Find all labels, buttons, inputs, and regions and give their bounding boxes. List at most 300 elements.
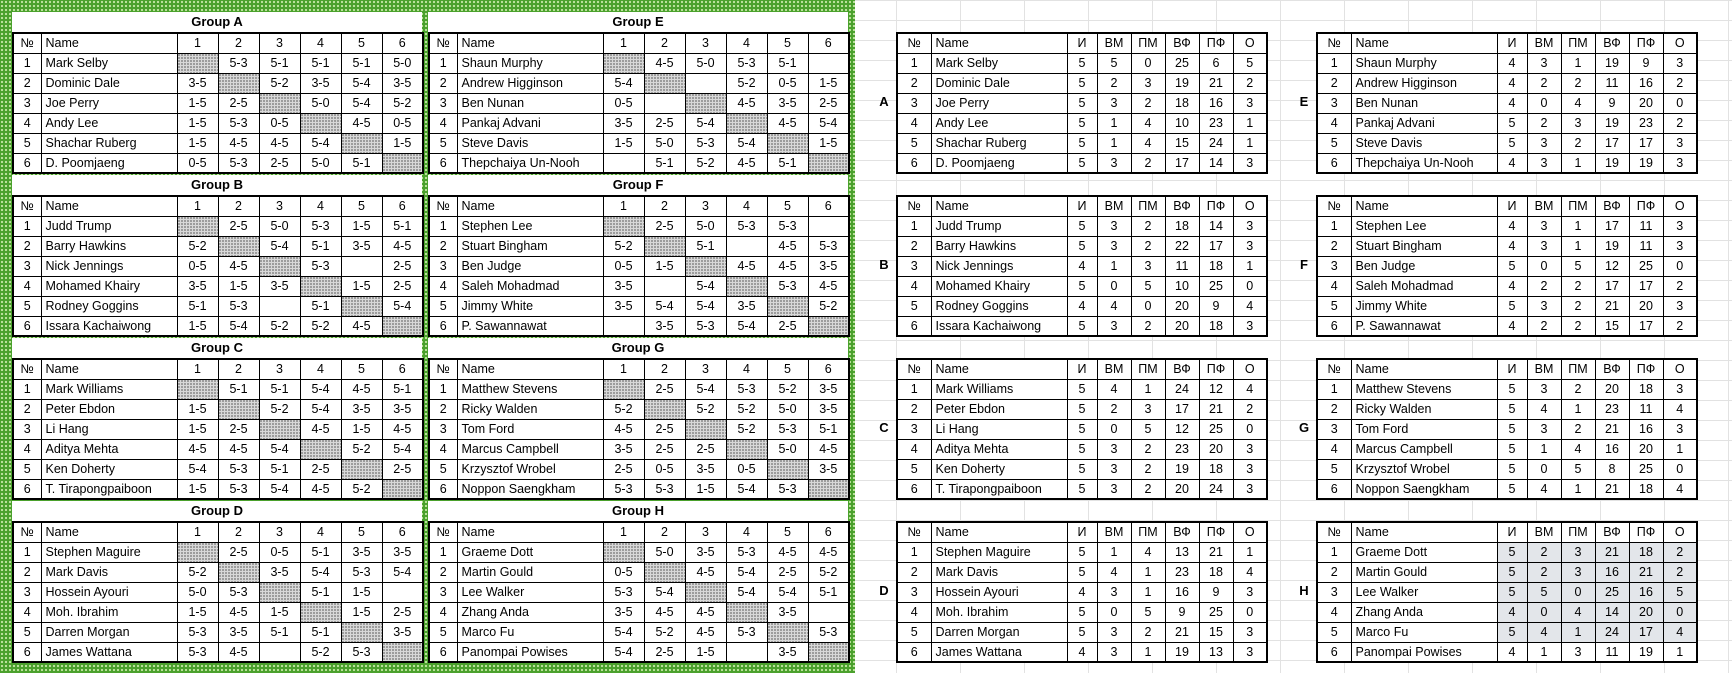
stat-cell[interactable]: 18	[1629, 542, 1663, 562]
player-name-cell[interactable]: Andrew Higginson	[1351, 73, 1497, 93]
seed-number-cell[interactable]: 6	[13, 642, 41, 662]
score-cell[interactable]: 5-2	[603, 399, 644, 419]
bye-cell[interactable]	[218, 399, 259, 419]
stat-cell[interactable]: 1	[1233, 542, 1267, 562]
bye-cell[interactable]	[603, 53, 644, 73]
bye-cell[interactable]	[726, 439, 767, 459]
seed-number-cell[interactable]: 2	[429, 73, 457, 93]
player-name-cell[interactable]: Pankaj Advani	[457, 113, 603, 133]
results-header-cell[interactable]: 5	[767, 359, 808, 379]
stat-cell[interactable]: 3	[1131, 73, 1165, 93]
stat-cell[interactable]: 5	[1067, 459, 1097, 479]
score-cell[interactable]: 4-5	[218, 133, 259, 153]
seed-number-cell[interactable]: 6	[429, 479, 457, 499]
stat-cell[interactable]: 5	[1097, 53, 1131, 73]
seed-number-cell[interactable]: 3	[13, 419, 41, 439]
stat-cell[interactable]: 2	[1131, 93, 1165, 113]
bye-cell[interactable]	[808, 479, 849, 499]
seed-number-cell[interactable]: 6	[897, 642, 931, 662]
seed-number-cell[interactable]: 2	[897, 73, 931, 93]
score-cell[interactable]: 4-5	[300, 419, 341, 439]
stat-cell[interactable]: 18	[1199, 562, 1233, 582]
score-cell[interactable]: 5-4	[685, 296, 726, 316]
stat-cell[interactable]: 2	[1527, 316, 1561, 336]
stat-cell[interactable]: 5	[1527, 582, 1561, 602]
stat-cell[interactable]: 2	[1527, 542, 1561, 562]
stat-cell[interactable]: 19	[1165, 459, 1199, 479]
bye-cell[interactable]	[218, 562, 259, 582]
player-name-cell[interactable]: Zhang Anda	[1351, 602, 1497, 622]
seed-number-cell[interactable]: 4	[429, 602, 457, 622]
seed-number-cell[interactable]: 1	[13, 379, 41, 399]
stat-cell[interactable]: 4	[1663, 622, 1697, 642]
score-cell[interactable]: 2-5	[218, 542, 259, 562]
standings-header-cell[interactable]: ВФ	[1165, 522, 1199, 542]
score-cell[interactable]: 5-4	[685, 276, 726, 296]
seed-number-cell[interactable]: 1	[1317, 542, 1351, 562]
stat-cell[interactable]: 3	[1527, 216, 1561, 236]
score-cell[interactable]: 2-5	[644, 439, 685, 459]
standings-header-cell[interactable]: Name	[1351, 359, 1497, 379]
score-cell[interactable]: 5-3	[644, 479, 685, 499]
score-cell[interactable]: 5-4	[259, 439, 300, 459]
results-header-cell[interactable]: 6	[808, 522, 849, 542]
score-cell[interactable]: 5-3	[177, 622, 218, 642]
bye-cell[interactable]	[726, 602, 767, 622]
score-cell[interactable]: 2-5	[767, 316, 808, 336]
bye-cell[interactable]	[382, 153, 423, 173]
stat-cell[interactable]: 5	[1067, 216, 1097, 236]
score-cell[interactable]	[808, 602, 849, 622]
standings-header-cell[interactable]: О	[1233, 522, 1267, 542]
score-cell[interactable]: 5-3	[767, 216, 808, 236]
seed-number-cell[interactable]: 3	[1317, 93, 1351, 113]
stat-cell[interactable]: 2	[1131, 236, 1165, 256]
stat-cell[interactable]: 4	[1663, 399, 1697, 419]
score-cell[interactable]: 4-5	[218, 439, 259, 459]
player-name-cell[interactable]: Issara Kachaiwong	[41, 316, 177, 336]
results-header-cell[interactable]: 2	[218, 522, 259, 542]
stat-cell[interactable]: 2	[1131, 316, 1165, 336]
stat-cell[interactable]: 17	[1629, 622, 1663, 642]
player-name-cell[interactable]: Stephen Lee	[1351, 216, 1497, 236]
stat-cell[interactable]: 3	[1097, 642, 1131, 662]
stat-cell[interactable]: 1	[1561, 216, 1595, 236]
stat-cell[interactable]: 5	[1131, 602, 1165, 622]
seed-number-cell[interactable]: 3	[1317, 582, 1351, 602]
bye-cell[interactable]	[767, 622, 808, 642]
standings-header-cell[interactable]: ВФ	[1595, 359, 1629, 379]
standings-header-cell[interactable]: ПФ	[1629, 359, 1663, 379]
score-cell[interactable]: 2-5	[218, 419, 259, 439]
score-cell[interactable]: 5-2	[177, 236, 218, 256]
stat-cell[interactable]: 4	[1131, 542, 1165, 562]
seed-number-cell[interactable]: 3	[429, 93, 457, 113]
score-cell[interactable]: 3-5	[300, 73, 341, 93]
score-cell[interactable]: 4-5	[767, 236, 808, 256]
stat-cell[interactable]: 3	[1527, 236, 1561, 256]
score-cell[interactable]: 1-5	[685, 479, 726, 499]
stat-cell[interactable]: 2	[1561, 73, 1595, 93]
seed-number-cell[interactable]: 3	[897, 256, 931, 276]
stat-cell[interactable]: 16	[1199, 93, 1233, 113]
standings-header-cell[interactable]: ВМ	[1527, 196, 1561, 216]
results-header-cell[interactable]: 3	[685, 33, 726, 53]
score-cell[interactable]: 2-5	[218, 93, 259, 113]
score-cell[interactable]: 5-1	[300, 53, 341, 73]
standings-header-cell[interactable]: ПФ	[1199, 359, 1233, 379]
player-name-cell[interactable]: Issara Kachaiwong	[931, 316, 1067, 336]
standings-header-cell[interactable]: Name	[931, 522, 1067, 542]
stat-cell[interactable]: 3	[1097, 459, 1131, 479]
stat-cell[interactable]: 25	[1199, 419, 1233, 439]
stat-cell[interactable]: 4	[1233, 562, 1267, 582]
bye-cell[interactable]	[177, 53, 218, 73]
score-cell[interactable]: 1-5	[341, 276, 382, 296]
score-cell[interactable]: 5-3	[218, 479, 259, 499]
score-cell[interactable]: 3-5	[808, 399, 849, 419]
stat-cell[interactable]: 21	[1629, 562, 1663, 582]
score-cell[interactable]: 4-5	[685, 622, 726, 642]
score-cell[interactable]: 5-1	[300, 582, 341, 602]
score-cell[interactable]: 4-5	[808, 276, 849, 296]
stat-cell[interactable]: 4	[1131, 113, 1165, 133]
stat-cell[interactable]: 4	[1497, 602, 1527, 622]
score-cell[interactable]: 5-4	[808, 113, 849, 133]
results-header-cell[interactable]: 5	[341, 522, 382, 542]
bye-cell[interactable]	[382, 316, 423, 336]
score-cell[interactable]: 5-4	[726, 133, 767, 153]
score-cell[interactable]: 5-2	[726, 399, 767, 419]
results-header-cell[interactable]: 2	[218, 359, 259, 379]
stat-cell[interactable]: 5	[1067, 419, 1097, 439]
bye-cell[interactable]	[341, 296, 382, 316]
player-name-cell[interactable]: P. Sawannawat	[457, 316, 603, 336]
player-name-cell[interactable]: Joe Perry	[931, 93, 1067, 113]
player-name-cell[interactable]: Dominic Dale	[41, 73, 177, 93]
results-header-cell[interactable]: 6	[382, 196, 423, 216]
seed-number-cell[interactable]: 3	[429, 582, 457, 602]
seed-number-cell[interactable]: 2	[1317, 399, 1351, 419]
stat-cell[interactable]: 5	[1497, 113, 1527, 133]
stat-cell[interactable]: 5	[1497, 459, 1527, 479]
standings-header-cell[interactable]: ВМ	[1527, 359, 1561, 379]
player-name-cell[interactable]: Judd Trump	[41, 216, 177, 236]
seed-number-cell[interactable]: 4	[429, 439, 457, 459]
score-cell[interactable]: 2-5	[685, 439, 726, 459]
bye-cell[interactable]	[767, 133, 808, 153]
player-name-cell[interactable]: Steve Davis	[457, 133, 603, 153]
score-cell[interactable]: 5-4	[726, 479, 767, 499]
score-cell[interactable]: 2-5	[644, 216, 685, 236]
player-name-cell[interactable]: P. Sawannawat	[1351, 316, 1497, 336]
results-header-cell[interactable]: 6	[808, 33, 849, 53]
player-name-cell[interactable]: Moh. Ibrahim	[41, 602, 177, 622]
stat-cell[interactable]: 4	[1097, 562, 1131, 582]
score-cell[interactable]: 5-1	[382, 379, 423, 399]
stat-cell[interactable]: 5	[1497, 133, 1527, 153]
score-cell[interactable]: 3-5	[603, 439, 644, 459]
stat-cell[interactable]: 13	[1165, 542, 1199, 562]
seed-number-cell[interactable]: 2	[897, 399, 931, 419]
seed-number-cell[interactable]: 6	[1317, 316, 1351, 336]
stat-cell[interactable]: 3	[1527, 153, 1561, 173]
score-cell[interactable]: 5-1	[808, 419, 849, 439]
stat-cell[interactable]: 0	[1097, 276, 1131, 296]
stat-cell[interactable]: 3	[1131, 256, 1165, 276]
stat-cell[interactable]: 4	[1527, 622, 1561, 642]
stat-cell[interactable]: 21	[1165, 622, 1199, 642]
score-cell[interactable]: 5-2	[644, 622, 685, 642]
stat-cell[interactable]: 3	[1097, 582, 1131, 602]
stat-cell[interactable]: 1	[1561, 236, 1595, 256]
stat-cell[interactable]: 17	[1595, 216, 1629, 236]
standings-header-cell[interactable]: ПМ	[1131, 196, 1165, 216]
stat-cell[interactable]: 3	[1663, 133, 1697, 153]
player-name-cell[interactable]: Thepchaiya Un-Nooh	[457, 153, 603, 173]
player-name-cell[interactable]: Shaun Murphy	[457, 53, 603, 73]
seed-number-cell[interactable]: 4	[897, 439, 931, 459]
standings-header-cell[interactable]: ВМ	[1527, 522, 1561, 542]
player-name-cell[interactable]: Panompai Powises	[457, 642, 603, 662]
score-cell[interactable]: 4-5	[218, 642, 259, 662]
seed-number-cell[interactable]: 2	[13, 562, 41, 582]
player-name-cell[interactable]: Ken Doherty	[931, 459, 1067, 479]
score-cell[interactable]: 5-0	[259, 216, 300, 236]
standings-header-cell[interactable]: ПФ	[1629, 522, 1663, 542]
score-cell[interactable]: 5-3	[808, 622, 849, 642]
stat-cell[interactable]: 2	[1527, 562, 1561, 582]
stat-cell[interactable]: 0	[1233, 602, 1267, 622]
score-cell[interactable]: 5-4	[300, 399, 341, 419]
score-cell[interactable]: 5-2	[259, 399, 300, 419]
player-name-cell[interactable]: Judd Trump	[931, 216, 1067, 236]
seed-number-cell[interactable]: 4	[1317, 439, 1351, 459]
results-header-cell[interactable]: 4	[726, 196, 767, 216]
score-cell[interactable]: 5-3	[218, 53, 259, 73]
seed-number-cell[interactable]: 4	[1317, 602, 1351, 622]
stat-cell[interactable]: 5	[1131, 419, 1165, 439]
score-cell[interactable]: 1-5	[177, 113, 218, 133]
seed-number-cell[interactable]: 6	[429, 642, 457, 662]
stat-cell[interactable]: 2	[1097, 73, 1131, 93]
standings-header-cell[interactable]: №	[897, 522, 931, 542]
player-name-cell[interactable]: Marcus Campbell	[457, 439, 603, 459]
bye-cell[interactable]	[603, 379, 644, 399]
seed-number-cell[interactable]: 5	[13, 459, 41, 479]
seed-number-cell[interactable]: 2	[13, 399, 41, 419]
player-name-cell[interactable]: Jimmy White	[457, 296, 603, 316]
score-cell[interactable]: 1-5	[218, 276, 259, 296]
score-cell[interactable]: 1-5	[177, 316, 218, 336]
score-cell[interactable]: 5-1	[259, 53, 300, 73]
bye-cell[interactable]	[808, 642, 849, 662]
stat-cell[interactable]: 9	[1595, 93, 1629, 113]
stat-cell[interactable]: 5	[1497, 379, 1527, 399]
score-cell[interactable]: 5-3	[603, 582, 644, 602]
player-name-cell[interactable]: James Wattana	[931, 642, 1067, 662]
standings-header-cell[interactable]: Name	[931, 359, 1067, 379]
player-name-cell[interactable]: Matthew Stevens	[1351, 379, 1497, 399]
stat-cell[interactable]: 5	[1067, 379, 1097, 399]
player-name-cell[interactable]: Darren Morgan	[931, 622, 1067, 642]
stat-cell[interactable]: 23	[1165, 439, 1199, 459]
results-header-cell[interactable]: №	[13, 359, 41, 379]
stat-cell[interactable]: 3	[1663, 216, 1697, 236]
player-name-cell[interactable]: Mark Davis	[41, 562, 177, 582]
stat-cell[interactable]: 4	[1067, 296, 1097, 316]
score-cell[interactable]: 0-5	[259, 113, 300, 133]
stat-cell[interactable]: 17	[1199, 236, 1233, 256]
player-name-cell[interactable]: Pankaj Advani	[1351, 113, 1497, 133]
bye-cell[interactable]	[218, 73, 259, 93]
score-cell[interactable]: 5-4	[726, 316, 767, 336]
stat-cell[interactable]: 25	[1199, 602, 1233, 622]
stat-cell[interactable]: 3	[1233, 236, 1267, 256]
stat-cell[interactable]: 11	[1595, 73, 1629, 93]
stat-cell[interactable]: 3	[1097, 216, 1131, 236]
standings-header-cell[interactable]: О	[1663, 196, 1697, 216]
stat-cell[interactable]: 2	[1131, 479, 1165, 499]
results-header-cell[interactable]: 4	[300, 522, 341, 542]
score-cell[interactable]: 5-4	[685, 113, 726, 133]
stat-cell[interactable]: 5	[1067, 479, 1097, 499]
stat-cell[interactable]: 2	[1527, 276, 1561, 296]
player-name-cell[interactable]: Aditya Mehta	[931, 439, 1067, 459]
score-cell[interactable]: 5-2	[259, 316, 300, 336]
stat-cell[interactable]: 12	[1199, 379, 1233, 399]
player-name-cell[interactable]: Stephen Maguire	[41, 542, 177, 562]
stat-cell[interactable]: 3	[1233, 582, 1267, 602]
stat-cell[interactable]: 17	[1165, 399, 1199, 419]
seed-number-cell[interactable]: 6	[13, 479, 41, 499]
stat-cell[interactable]: 16	[1629, 73, 1663, 93]
stat-cell[interactable]: 2	[1561, 419, 1595, 439]
stat-cell[interactable]: 5	[1067, 602, 1097, 622]
seed-number-cell[interactable]: 2	[1317, 236, 1351, 256]
standings-header-cell[interactable]: О	[1233, 33, 1267, 53]
stat-cell[interactable]: 18	[1165, 216, 1199, 236]
player-name-cell[interactable]: Aditya Mehta	[41, 439, 177, 459]
score-cell[interactable]: 5-3	[218, 459, 259, 479]
results-header-cell[interactable]: 5	[341, 359, 382, 379]
score-cell[interactable]: 5-2	[259, 73, 300, 93]
stat-cell[interactable]: 2	[1663, 73, 1697, 93]
score-cell[interactable]: 1-5	[177, 419, 218, 439]
score-cell[interactable]: 5-1	[300, 236, 341, 256]
bye-cell[interactable]	[808, 153, 849, 173]
score-cell[interactable]: 3-5	[382, 73, 423, 93]
stat-cell[interactable]: 4	[1497, 93, 1527, 113]
score-cell[interactable]: 5-4	[726, 562, 767, 582]
score-cell[interactable]: 5-1	[177, 296, 218, 316]
bye-cell[interactable]	[259, 93, 300, 113]
standings-header-cell[interactable]: О	[1663, 33, 1697, 53]
seed-number-cell[interactable]: 4	[13, 276, 41, 296]
score-cell[interactable]: 5-0	[767, 439, 808, 459]
standings-header-cell[interactable]: И	[1497, 359, 1527, 379]
stat-cell[interactable]: 1	[1097, 133, 1131, 153]
stat-cell[interactable]: 3	[1527, 133, 1561, 153]
score-cell[interactable]: 3-5	[341, 542, 382, 562]
stat-cell[interactable]: 20	[1199, 439, 1233, 459]
stat-cell[interactable]: 0	[1131, 296, 1165, 316]
score-cell[interactable]: 5-3	[177, 642, 218, 662]
results-header-cell[interactable]: 1	[177, 359, 218, 379]
stat-cell[interactable]: 0	[1663, 256, 1697, 276]
stat-cell[interactable]: 20	[1165, 479, 1199, 499]
stat-cell[interactable]: 9	[1165, 602, 1199, 622]
seed-number-cell[interactable]: 3	[897, 93, 931, 113]
score-cell[interactable]: 5-2	[726, 419, 767, 439]
stat-cell[interactable]: 19	[1165, 642, 1199, 662]
score-cell[interactable]: 4-5	[218, 602, 259, 622]
score-cell[interactable]: 5-4	[300, 133, 341, 153]
stat-cell[interactable]: 0	[1561, 582, 1595, 602]
stat-cell[interactable]: 2	[1131, 216, 1165, 236]
stat-cell[interactable]: 5	[1497, 582, 1527, 602]
results-header-cell[interactable]: 1	[177, 33, 218, 53]
stat-cell[interactable]: 3	[1097, 479, 1131, 499]
score-cell[interactable]: 5-1	[218, 379, 259, 399]
score-cell[interactable]: 5-1	[259, 379, 300, 399]
seed-number-cell[interactable]: 1	[429, 379, 457, 399]
stat-cell[interactable]: 15	[1199, 622, 1233, 642]
stat-cell[interactable]: 5	[1067, 236, 1097, 256]
seed-number-cell[interactable]: 5	[1317, 133, 1351, 153]
seed-number-cell[interactable]: 4	[897, 113, 931, 133]
score-cell[interactable]: 5-3	[300, 216, 341, 236]
seed-number-cell[interactable]: 2	[429, 399, 457, 419]
stat-cell[interactable]: 3	[1233, 479, 1267, 499]
stat-cell[interactable]: 5	[1561, 459, 1595, 479]
score-cell[interactable]: 4-5	[685, 562, 726, 582]
seed-number-cell[interactable]: 3	[897, 582, 931, 602]
stat-cell[interactable]: 1	[1561, 622, 1595, 642]
score-cell[interactable]: 1-5	[808, 73, 849, 93]
score-cell[interactable]: 0-5	[177, 256, 218, 276]
stat-cell[interactable]: 4	[1497, 276, 1527, 296]
stat-cell[interactable]: 3	[1097, 622, 1131, 642]
stat-cell[interactable]: 3	[1527, 379, 1561, 399]
score-cell[interactable]: 3-5	[177, 73, 218, 93]
standings-header-cell[interactable]: ВМ	[1097, 196, 1131, 216]
stat-cell[interactable]: 20	[1629, 296, 1663, 316]
stat-cell[interactable]: 21	[1595, 296, 1629, 316]
stat-cell[interactable]: 11	[1629, 236, 1663, 256]
results-header-cell[interactable]: 2	[644, 522, 685, 542]
score-cell[interactable]: 3-5	[808, 459, 849, 479]
score-cell[interactable]: 3-5	[767, 642, 808, 662]
score-cell[interactable]: 5-1	[767, 153, 808, 173]
score-cell[interactable]	[644, 93, 685, 113]
seed-number-cell[interactable]: 1	[897, 379, 931, 399]
seed-number-cell[interactable]: 3	[13, 256, 41, 276]
bye-cell[interactable]	[177, 542, 218, 562]
player-name-cell[interactable]: Noppon Saengkham	[1351, 479, 1497, 499]
score-cell[interactable]: 5-4	[644, 582, 685, 602]
score-cell[interactable]: 2-5	[382, 602, 423, 622]
bye-cell[interactable]	[177, 379, 218, 399]
stat-cell[interactable]: 5	[1131, 276, 1165, 296]
stat-cell[interactable]: 20	[1629, 439, 1663, 459]
score-cell[interactable]: 5-3	[726, 622, 767, 642]
bye-cell[interactable]	[259, 582, 300, 602]
stat-cell[interactable]: 21	[1595, 479, 1629, 499]
score-cell[interactable]: 5-3	[341, 642, 382, 662]
stat-cell[interactable]: 14	[1199, 153, 1233, 173]
score-cell[interactable]	[808, 53, 849, 73]
